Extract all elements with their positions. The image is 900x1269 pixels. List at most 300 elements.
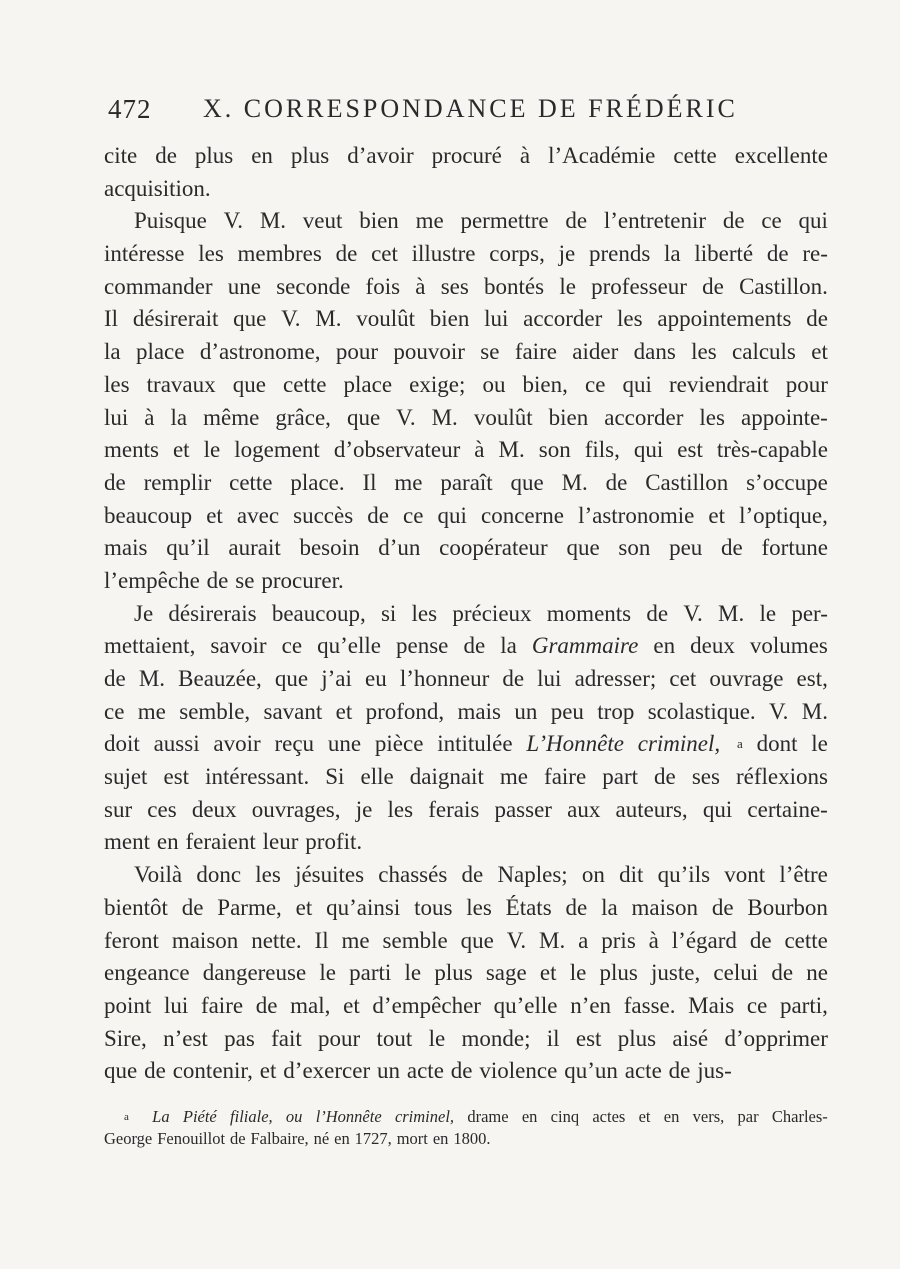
word: son	[618, 535, 651, 561]
word: États	[505, 894, 552, 920]
text-line	[104, 696, 828, 729]
word: de	[806, 306, 828, 332]
word: point	[104, 992, 152, 1018]
word: Fenouillot	[157, 1129, 226, 1148]
word: désirerais	[168, 600, 257, 626]
word: accorder	[604, 404, 684, 430]
word: et	[295, 894, 313, 920]
word: Naples;	[497, 862, 568, 888]
word: désirerait	[132, 306, 219, 332]
word: de	[654, 764, 676, 790]
word: leur	[262, 829, 299, 855]
word: Parme,	[217, 894, 282, 920]
word: lui	[163, 992, 189, 1018]
word: mort	[396, 1129, 428, 1148]
word: que	[104, 1058, 138, 1084]
text-line	[104, 1055, 828, 1088]
word: d’opprimer	[724, 1025, 828, 1051]
word: aurait	[228, 535, 281, 561]
word: lui	[104, 404, 129, 430]
paragraph	[104, 598, 828, 860]
word: succès	[293, 502, 354, 528]
word: de	[771, 960, 794, 986]
word: et	[343, 992, 360, 1018]
word: ces	[147, 796, 177, 822]
word: de	[104, 469, 126, 495]
word: Si	[325, 764, 345, 790]
word: pris	[601, 927, 636, 953]
word: la	[500, 633, 517, 659]
word: pas	[224, 1025, 255, 1051]
word: M.	[315, 306, 342, 332]
word: de	[565, 894, 588, 920]
word: corps,	[489, 241, 545, 267]
word: dangereuse	[202, 960, 307, 986]
text-line	[104, 630, 828, 663]
word: professeur	[591, 273, 687, 299]
word: très-capable	[716, 437, 828, 463]
word: part	[602, 764, 638, 790]
word: d’empêcher	[372, 992, 481, 1018]
word: le	[319, 960, 336, 986]
word: les	[699, 404, 725, 430]
italic-word: ou	[285, 1107, 303, 1126]
word: place.	[290, 469, 345, 495]
word: dans	[633, 339, 676, 365]
word: plus	[434, 960, 473, 986]
word: est	[575, 1025, 602, 1051]
word: un	[377, 1058, 400, 1084]
italic-word: filiale,	[230, 1107, 273, 1126]
word: commander	[104, 273, 213, 299]
word: Charles-	[771, 1107, 828, 1126]
word: je	[355, 796, 373, 822]
text-line	[104, 859, 828, 892]
word: per-	[791, 600, 828, 626]
word: que	[510, 469, 544, 495]
word: mais	[104, 535, 148, 561]
word: les	[466, 894, 492, 920]
word: cet	[669, 666, 697, 691]
word: qu’elle	[493, 992, 558, 1018]
word: parti	[349, 960, 392, 986]
word: voulût	[356, 306, 415, 332]
word: engeance	[104, 960, 190, 986]
word: certaine-	[747, 796, 828, 822]
word: mettaient,	[104, 633, 196, 659]
paragraph	[104, 859, 828, 1088]
word: Je	[134, 600, 154, 626]
text-line	[104, 238, 828, 271]
word: appointe-	[740, 404, 828, 430]
word: beaucoup,	[271, 600, 366, 626]
word: feront	[104, 927, 159, 953]
word: ses	[691, 764, 720, 790]
word: l’honneur	[399, 666, 490, 691]
word: qui	[622, 371, 652, 397]
word: cette	[229, 469, 273, 495]
word: faire	[544, 764, 587, 790]
word: l’empêche	[104, 567, 200, 593]
italic-word: criminel,	[637, 731, 721, 757]
text-line	[104, 467, 828, 500]
word: permettre	[460, 208, 549, 234]
word: précieux	[452, 600, 532, 626]
word: d’astronome,	[199, 339, 321, 365]
word: drame	[467, 1107, 509, 1126]
word: n’est	[163, 1025, 208, 1051]
word: qu’il	[166, 535, 210, 561]
word: profit.	[305, 829, 363, 855]
word: jus-	[697, 1058, 732, 1084]
word: par	[737, 1107, 759, 1126]
word: dit	[619, 862, 644, 888]
word: lui	[484, 306, 509, 332]
word: ne	[806, 960, 828, 986]
word: M.	[138, 666, 166, 691]
word: place	[343, 371, 393, 397]
word: en	[663, 1107, 680, 1126]
paragraph	[104, 140, 828, 205]
word: d’avoir	[347, 143, 414, 168]
running-title: X. CORRESPONDANCE DE FRÉDÉRIC	[203, 94, 738, 123]
word: les	[691, 339, 717, 365]
word: le	[569, 960, 587, 986]
word: à	[519, 143, 531, 168]
word: Il	[314, 927, 329, 953]
word: de	[104, 666, 126, 691]
word: remplir	[143, 469, 212, 495]
text-line	[104, 500, 828, 533]
word: me	[394, 469, 423, 495]
word: bien,	[522, 371, 568, 397]
word: sujet	[104, 764, 148, 790]
word: même	[203, 404, 260, 430]
word: me	[415, 208, 444, 234]
word: me	[137, 698, 166, 724]
word: membres	[237, 241, 322, 267]
word: fasse.	[623, 992, 676, 1018]
word: sage	[485, 960, 527, 986]
word: l’optique,	[739, 502, 828, 528]
word: Il	[104, 306, 119, 332]
word: et	[259, 1058, 277, 1084]
word: cette	[784, 927, 828, 953]
word: passer	[494, 796, 552, 822]
word: deux	[191, 796, 237, 822]
word: de	[565, 208, 588, 234]
word: de	[463, 633, 486, 659]
word: Falbaire,	[250, 1129, 309, 1148]
word: grâce,	[275, 404, 331, 430]
word: semble,	[179, 698, 251, 724]
word: violence	[479, 1058, 558, 1084]
word: l’astronomie	[578, 502, 695, 528]
word: elle	[360, 764, 394, 790]
word: reçu	[274, 731, 315, 757]
word: ferais	[428, 796, 480, 822]
word: bien	[359, 208, 399, 234]
word: je	[558, 241, 576, 267]
word: besoin	[299, 535, 360, 561]
word: exige;	[409, 371, 466, 397]
word: M.	[561, 469, 588, 495]
word: paraît	[440, 469, 493, 495]
word: intéressant.	[205, 764, 310, 790]
word: bontés	[484, 273, 545, 299]
word: acquisition.	[104, 175, 211, 201]
word: Puisque	[134, 208, 207, 234]
word: ce	[761, 208, 782, 234]
word: qui	[633, 437, 664, 463]
word: fois	[365, 273, 401, 299]
word: et	[172, 437, 190, 463]
word: contenir,	[172, 1058, 253, 1084]
word: les	[411, 600, 438, 626]
word: ses	[440, 273, 469, 299]
word: à	[144, 404, 155, 430]
word: l’être	[779, 862, 828, 888]
word: que	[346, 404, 381, 430]
word: lui	[537, 666, 562, 691]
word: ce	[281, 633, 303, 659]
word: deux	[690, 633, 735, 659]
text-line	[104, 957, 828, 990]
word: excellente	[734, 143, 828, 168]
word: pièce	[374, 731, 424, 757]
word: fortune	[761, 535, 828, 561]
word: liberté	[694, 241, 754, 267]
word: Voilà	[134, 862, 183, 888]
word: le	[203, 437, 221, 463]
word: se	[480, 339, 500, 365]
word: Sire,	[104, 1025, 147, 1051]
word: faire	[200, 992, 244, 1018]
text-line	[104, 892, 828, 925]
word: procuré	[431, 143, 502, 168]
word: de	[668, 1058, 691, 1084]
word: de	[721, 535, 743, 561]
word: calculs	[732, 339, 796, 365]
word: M.	[801, 698, 828, 724]
word: à	[474, 437, 485, 463]
text-line	[104, 336, 828, 369]
word: V.	[223, 208, 244, 234]
text-line	[104, 598, 828, 631]
word: de	[722, 208, 745, 234]
italic-word: l’Honnête	[315, 1107, 382, 1126]
word: peu	[550, 698, 584, 724]
text-line	[104, 173, 828, 206]
word: et	[335, 698, 353, 724]
italic-word: Grammaire	[531, 633, 639, 659]
word: j’ai	[321, 666, 352, 691]
word: reviendrait	[668, 371, 769, 397]
word: la	[170, 404, 188, 430]
word: est	[163, 764, 190, 790]
word: intitulée	[437, 731, 513, 757]
word: d’observateur	[333, 437, 461, 463]
word: aisé	[672, 1025, 709, 1051]
word: M.	[431, 404, 458, 430]
word: l’Académie	[548, 143, 656, 168]
word: de	[502, 666, 525, 691]
word: V.	[683, 600, 703, 626]
word: fils,	[584, 437, 620, 463]
word: de	[766, 241, 789, 267]
word: une	[227, 273, 262, 299]
word: M.	[718, 600, 745, 626]
word: illustre	[411, 241, 476, 267]
word: d’exercer	[283, 1058, 371, 1084]
word: les	[387, 796, 414, 822]
word: vers,	[692, 1107, 725, 1126]
word: donc	[196, 862, 242, 888]
word: qui	[437, 502, 467, 528]
text-line	[104, 303, 828, 336]
word: qu’ils	[657, 862, 711, 888]
word: savoir	[210, 633, 267, 659]
word: le	[428, 1025, 446, 1051]
word: aux	[567, 796, 601, 822]
word: V.	[281, 306, 301, 332]
word: ce	[403, 502, 424, 528]
word: il	[546, 1025, 560, 1051]
word: les	[255, 862, 281, 888]
word: vont	[724, 862, 766, 888]
word: place	[135, 339, 185, 365]
word: en	[521, 1107, 538, 1126]
word: pour	[318, 1025, 361, 1051]
word: le	[811, 731, 828, 757]
word: prends	[588, 241, 651, 267]
word: me	[499, 764, 528, 790]
italic-word: L’Honnête	[526, 731, 624, 757]
word: s’occupe	[746, 469, 828, 495]
word: tout	[376, 1025, 413, 1051]
word: en	[653, 633, 676, 659]
word: que	[566, 535, 600, 561]
word: aider	[572, 339, 619, 365]
text-line	[104, 794, 828, 827]
text-line	[104, 402, 828, 435]
word: réflexions	[735, 764, 828, 790]
word: George	[104, 1129, 153, 1148]
word: les	[104, 371, 130, 397]
word: voulût	[473, 404, 533, 430]
word: M.	[259, 208, 287, 234]
word: ments	[104, 437, 159, 463]
word: veut	[302, 208, 343, 234]
word: 1800.	[453, 1129, 491, 1148]
text-line	[104, 369, 828, 402]
word: qui	[798, 208, 828, 234]
word: de	[206, 567, 229, 593]
word: l’égard	[671, 927, 737, 953]
text-line	[104, 532, 828, 565]
word: bien	[429, 306, 470, 332]
word: plus	[617, 1025, 657, 1051]
word: de	[702, 273, 724, 299]
word: que	[460, 927, 494, 953]
word: d’un	[378, 535, 421, 561]
word: procurer.	[261, 567, 344, 593]
word: cette	[673, 143, 717, 168]
word: ce	[104, 698, 125, 724]
word: et	[638, 1107, 651, 1126]
word: qui	[702, 796, 733, 822]
word: son	[538, 437, 571, 463]
text-line	[104, 663, 828, 696]
word: ment	[104, 829, 150, 855]
word: de	[711, 894, 734, 920]
word: profond,	[365, 698, 445, 724]
word: ce	[746, 992, 768, 1018]
word: dont	[756, 731, 798, 757]
word: logement	[234, 437, 320, 463]
word: cet	[371, 241, 398, 267]
word: concerne	[481, 502, 564, 528]
text-line	[104, 565, 828, 598]
word: V.	[396, 404, 416, 430]
text-line	[104, 271, 828, 304]
word: acte	[406, 1058, 444, 1084]
word: nette.	[251, 927, 302, 953]
word: mais	[457, 698, 501, 724]
word: jésuites	[295, 862, 365, 888]
word: fait	[271, 1025, 302, 1051]
word: ouvrage	[709, 666, 784, 691]
word: travaux	[146, 371, 216, 397]
word: mal,	[290, 992, 331, 1018]
word: Il	[362, 469, 377, 495]
word: coopérateur	[439, 535, 548, 561]
word: à	[648, 927, 659, 953]
word: accorder	[523, 306, 603, 332]
word: bien	[548, 404, 589, 430]
word: ouvrages,	[251, 796, 341, 822]
word: à	[415, 273, 426, 299]
text-line	[104, 205, 828, 238]
italic-word: criminel,	[394, 1107, 455, 1126]
word: de	[605, 469, 628, 495]
word: V.	[506, 927, 527, 953]
word: cette	[283, 371, 327, 397]
word: que	[233, 306, 267, 332]
word: eu	[364, 666, 387, 691]
text-line	[104, 826, 828, 859]
word: de	[155, 143, 177, 168]
word: plus	[599, 960, 638, 986]
word: de	[461, 862, 484, 888]
word: si	[380, 600, 397, 626]
word: trop	[597, 698, 635, 724]
word: et	[206, 502, 223, 528]
word: l’entretenir	[603, 208, 707, 234]
word: ou	[482, 371, 506, 397]
word: 1727,	[354, 1129, 392, 1148]
page-header	[108, 90, 828, 130]
word: seconde	[276, 273, 351, 299]
word: pense	[396, 633, 449, 659]
word: sur	[104, 796, 133, 822]
word: est,	[796, 666, 828, 691]
word: Castillon.	[739, 273, 828, 299]
text-line	[104, 728, 828, 761]
word: de	[335, 241, 358, 267]
word: de	[229, 1129, 246, 1148]
word: est	[677, 437, 703, 463]
